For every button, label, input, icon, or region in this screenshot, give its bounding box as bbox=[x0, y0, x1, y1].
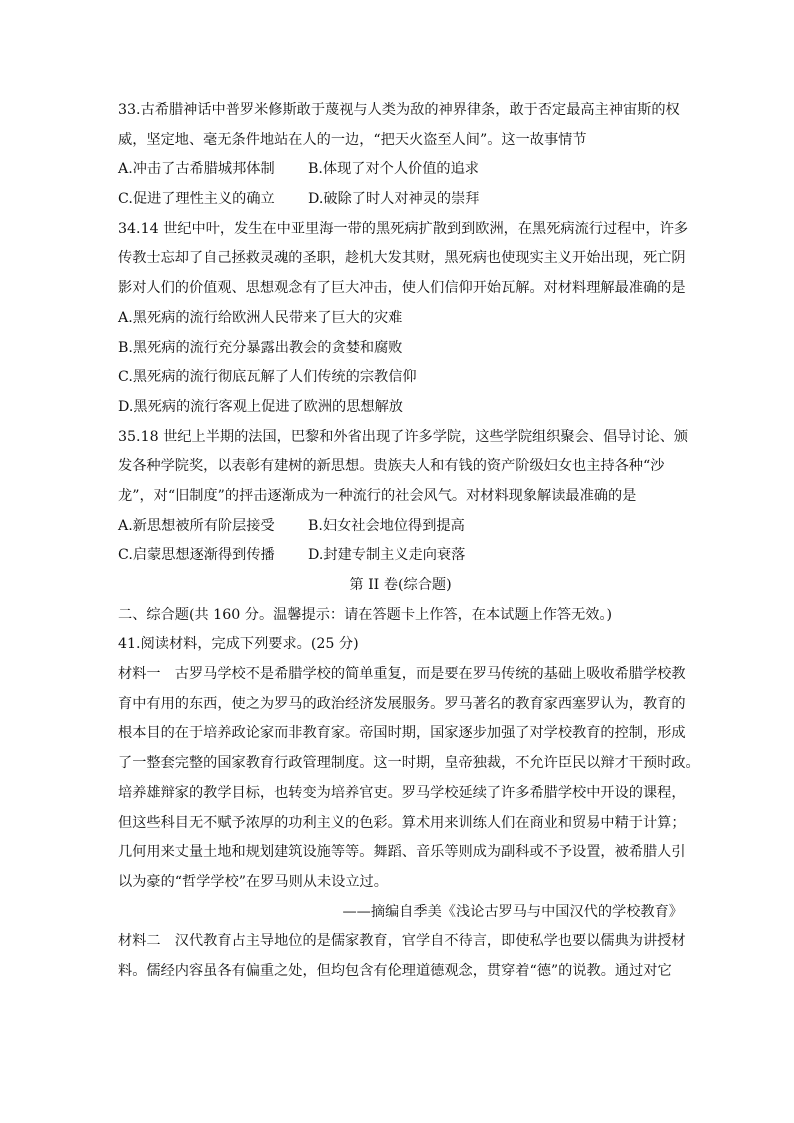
q35-stem-line-1: 35.18 世纪上半期的法国，巴黎和外省出现了许多学院，这些学院组织聚会、倡导讨论、颁 bbox=[118, 428, 689, 445]
q35-option-a[interactable]: A.新思想被所有阶层接受 bbox=[118, 517, 275, 534]
q34-stem-line-1: 34.14 世纪中叶，发生在中亚里海一带的黑死病扩散到到欧洲，在黑死病流行过程中，许多 bbox=[118, 220, 689, 237]
q33-option-a[interactable]: A.冲击了古希腊城邦体制 bbox=[118, 161, 275, 178]
q35-options-row-2 bbox=[118, 541, 683, 571]
section-intro: 二、综合题(共 160 分。温馨提示：请在答题卡上作答，在本试题上作答无效。) bbox=[118, 606, 613, 623]
q41-material1-line-3: 根本目的在于培养政论家而非教育家。帝国时期，国家逐步加强了对学校教育的控制，形成 bbox=[118, 725, 686, 742]
q34-stem-line-3: 影对人们的价值观、思想观念有了巨大冲击，使人们信仰开始瓦解。对材料理解最准确的是 bbox=[118, 280, 686, 297]
q41-material2-line-1: 材料二 汉代教育占主导地位的是儒家教育，官学自不待言，即使私学也要以儒典为讲授材 bbox=[118, 933, 686, 950]
q41-title: 41.阅读材料，完成下列要求。(25 分) bbox=[118, 636, 359, 653]
q33-options-row-2 bbox=[118, 185, 683, 215]
q41-material2-line-2: 料。儒经内容虽各有偏重之处，但均包含有伦理道德观念，贯穿着“德”的说教。通过对它 bbox=[118, 962, 672, 979]
q41-material1-line-6: 但这些科目无不赋予浓厚的功利主义的色彩。算术用来训练人们在商业和贸易中精于计算； bbox=[118, 814, 686, 831]
q33-stem-line-2: 威，坚定地、毫无条件地站在人的一边，“把天火盗至人间”。这一故事情节 bbox=[118, 131, 587, 148]
q34-stem-line-2: 传教士忘却了自己拯救灵魂的圣职，趁机大发其财，黑死病也使现实主义开始出现，死亡阴 bbox=[118, 250, 686, 267]
q41-material1-line-1: 材料一 古罗马学校不是希腊学校的简单重复，而是要在罗马传统的基础上吸收希腊学校教 bbox=[118, 666, 686, 683]
q33-option-b[interactable]: B.体现了对个人价值的追求 bbox=[308, 161, 479, 178]
q34-option-d[interactable]: D.黑死病的流行客观上促进了欧洲的思想解放 bbox=[118, 398, 403, 415]
section-title: 第 II 卷(综合题) bbox=[349, 577, 452, 593]
q41-source-1: ——摘编自季美《浅论古罗马与中国汉代的学校教育》 bbox=[342, 903, 683, 920]
q41-material1-line-8: 以为豪的“哲学学校”在罗马则从未设立过。 bbox=[118, 873, 388, 890]
q33-option-c[interactable]: C.促进了理性主义的确立 bbox=[118, 191, 275, 208]
q41-material1-line-7: 几何用来丈量土地和规划建筑设施等等。舞蹈、音乐等则成为副科或不予设置，被希腊人引 bbox=[118, 844, 686, 861]
q41-material1-line-5: 培养雄辩家的教学目标，也转变为培养官吏。罗马学校延续了许多希腊学校中开设的课程， bbox=[118, 784, 686, 801]
q41-material1-line-2: 育中有用的东西，使之为罗马的政治经济发展服务。罗马著名的教育家西塞罗认为，教育的 bbox=[118, 695, 686, 712]
q41-material1-line-4: 了一整套完整的国家教育行政管理制度。这一时期，皇帝独裁，不允许臣民以辩才干预时政。 bbox=[118, 755, 700, 772]
q34-option-b[interactable]: B.黑死病的流行充分暴露出教会的贪婪和腐败 bbox=[118, 339, 403, 356]
q33-stem-line-1: 33.古希腊神话中普罗米修斯敢于蔑视与人类为敌的神界律条，敢于否定最高主神宙斯的权 bbox=[118, 102, 680, 118]
q35-stem-line-3: 龙”，对“旧制度”的抨击逐渐成为一种流行的社会风气。对材料现象解读最准确的是 bbox=[118, 487, 637, 504]
q35-option-d[interactable]: D.封建专制主义走向衰落 bbox=[308, 547, 466, 564]
q33-option-d[interactable]: D.破除了时人对神灵的崇拜 bbox=[308, 191, 480, 208]
q35-stem-line-2: 发各种学院奖，以表彰有建树的新思想。贵族夫人和有钱的资产阶级妇女也主持各种“沙 bbox=[118, 458, 665, 475]
exam-page bbox=[118, 96, 700, 987]
q35-option-b[interactable]: B.妇女社会地位得到提高 bbox=[308, 517, 465, 534]
q33-options-row-1 bbox=[118, 155, 683, 185]
q34-option-a[interactable]: A.黑死病的流行给欧洲人民带来了巨大的灾难 bbox=[118, 309, 403, 326]
q34-option-c[interactable]: C.黑死病的流行彻底瓦解了人们传统的宗教信仰 bbox=[118, 369, 417, 386]
q35-options-row-1 bbox=[118, 512, 683, 542]
q35-option-c[interactable]: C.启蒙思想逐渐得到传播 bbox=[118, 547, 275, 564]
